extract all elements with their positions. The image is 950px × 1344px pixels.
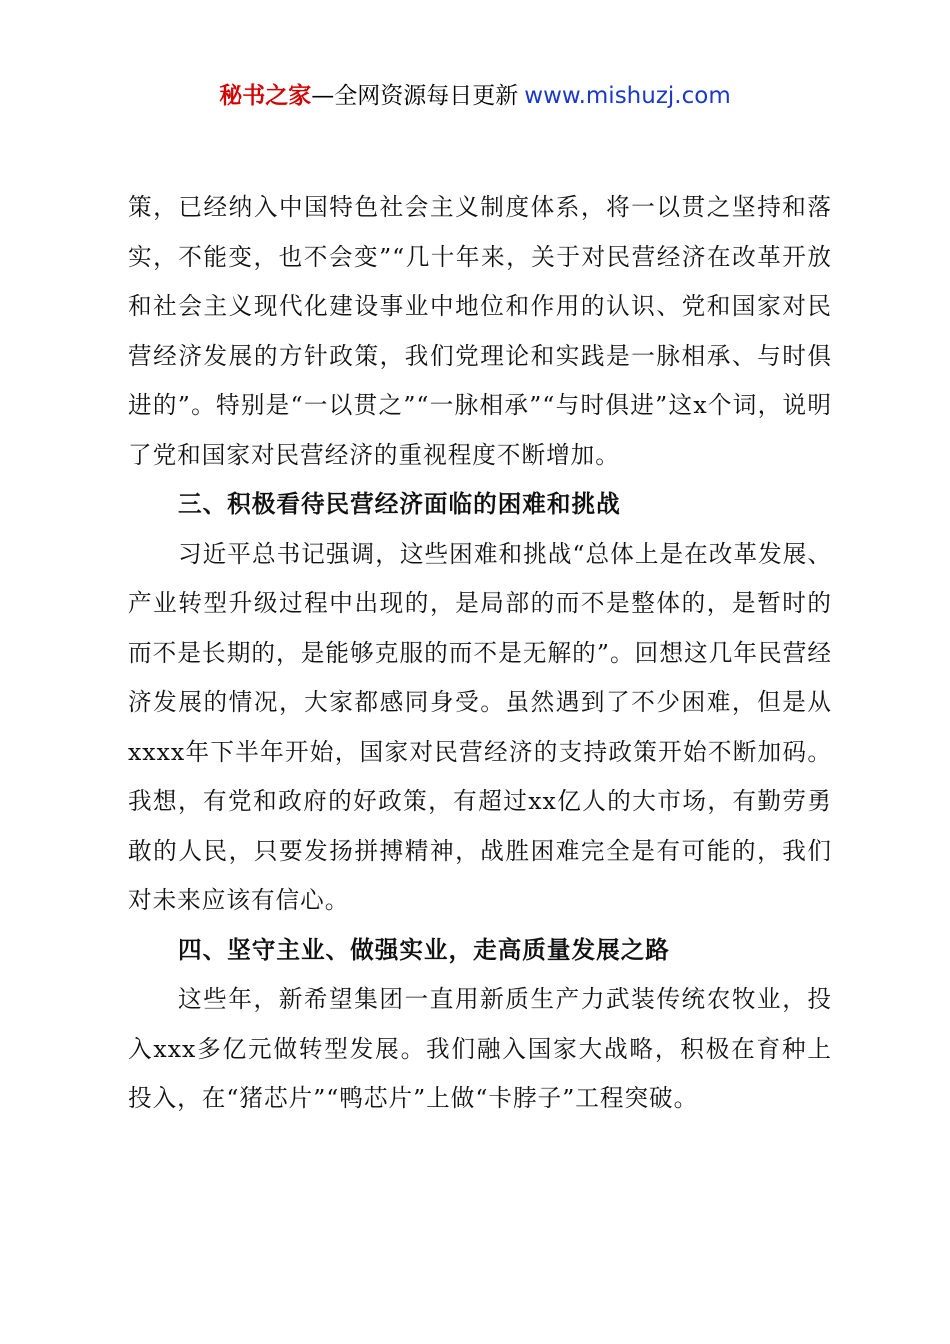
section-heading-4: 四、坚守主业、做强实业，走高质量发展之路 [178, 935, 670, 964]
header-dash: — [311, 83, 335, 109]
site-url[interactable]: www.mishuzj.com [524, 83, 731, 109]
paragraph: 习近平总书记强调，这些困难和挑战“总体上是在改革发展、产业转型升级过程中出现的，是局部的而不是整体的，是暂时的而不是长期的，是能够克服的而不是无解的”。回想这几年民营经济发展的情况，大家都感同身受。虽然遇到了不少困难，但是从xxxx年下半年开始，国家对民营经济的支持政策开始不断加码。我想，有党和政府的好政策，有超过xx亿人的大市场，有勤劳勇敢的人民，只要发扬拼搏精神，战胜困难完全是有可能的，我们对未来应该有信心。 [128, 539, 832, 914]
paragraph: 这些年，新希望集团一直用新质生产力武装传统农牧业，投入xxx多亿元做转型发展。我们融入国家大战略，积极在育种上投入，在“猪芯片”“鸭芯片”上做“卡脖子”工程突破。 [128, 985, 832, 1112]
section-heading-3: 三、积极看待民营经济面临的困难和挑战 [178, 490, 621, 518]
paragraph-continued: 策，已经纳入中国特色社会主义制度体系，将一以贯之坚持和落实，不能变，也不会变”“几十年来，关于对民营经济在改革开放和社会主义现代化建设事业中地位和作用的认识、党和国家对民营经济发展的方针政策，我们党理论和实践是一脉相承、与时俱进的”。特别是“一以贯之”“一脉相承”“与时俱进”这x个词，说明了党和国家对民营经济的重视程度不断增加。 [128, 193, 832, 469]
brand-name: 秘书之家 [219, 83, 312, 109]
header-slogan: 全网资源每日更新 [334, 83, 519, 109]
document-body [128, 183, 832, 1124]
page-header [0, 80, 950, 112]
